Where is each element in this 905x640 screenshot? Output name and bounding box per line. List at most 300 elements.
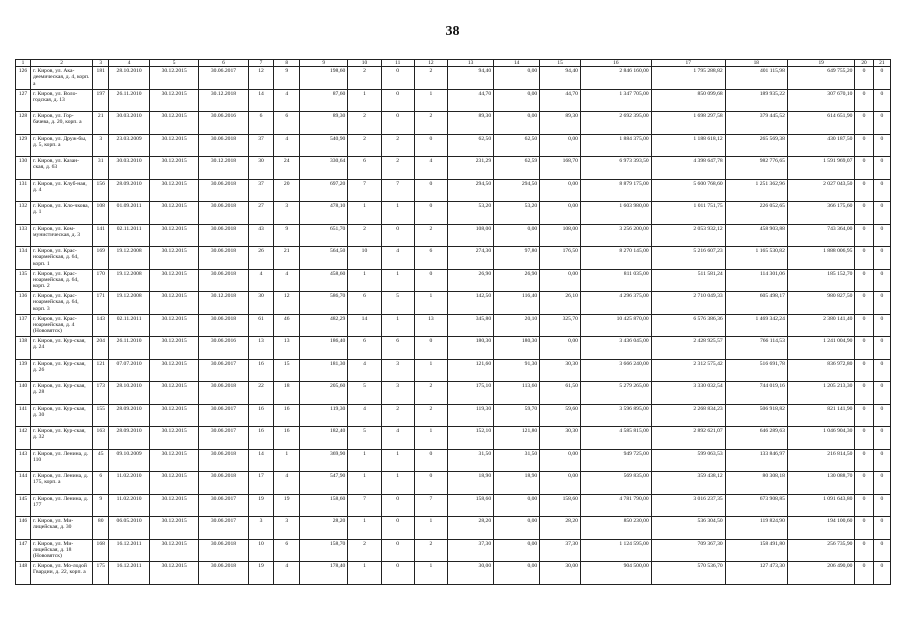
table-cell: 185 152,70: [787, 269, 855, 292]
table-cell: 26,10: [540, 292, 581, 315]
table-cell: 6: [348, 292, 381, 315]
table-cell: 30.12.2015: [150, 472, 199, 495]
table-cell: 46: [274, 314, 300, 337]
table-row: [16, 404, 891, 427]
table-cell: 0: [855, 449, 873, 472]
table-cell: 152,10: [448, 427, 494, 450]
table-cell: 127 473,30: [725, 562, 787, 585]
table-cell: 1 165 530,82: [725, 247, 787, 270]
table-cell: 651,70: [300, 224, 348, 247]
address-cell: г. Киров, ул. Кур-ская, д. 26: [31, 359, 93, 382]
table-cell: 30.12.2015: [150, 359, 199, 382]
table-cell: 108,00: [448, 224, 494, 247]
table-cell: 1 251 362,96: [725, 179, 787, 202]
table-cell: 119,30: [300, 404, 348, 427]
table-cell: 128: [16, 112, 31, 135]
table-cell: 0: [873, 269, 890, 292]
table-cell: 4: [414, 157, 447, 180]
table-cell: 564,50: [300, 247, 348, 270]
table-cell: 1 124 595,00: [580, 539, 651, 562]
table-cell: 1: [414, 427, 447, 450]
address-cell: г. Киров, ул. Ленина, д. 110: [31, 449, 93, 472]
table-cell: 30.06.2017: [199, 359, 248, 382]
table-cell: 21: [93, 112, 109, 135]
table-cell: 0: [873, 292, 890, 315]
table-row: [16, 539, 891, 562]
table-cell: 0: [855, 337, 873, 360]
table-cell: 18,90: [448, 472, 494, 495]
table-cell: 53,20: [448, 202, 494, 225]
table-cell: 16: [248, 427, 274, 450]
table-cell: 30.06.2018: [199, 539, 248, 562]
table-cell: 30: [248, 292, 274, 315]
table-row: [16, 247, 891, 270]
table-cell: 62,59: [494, 157, 540, 180]
table-cell: 1 011 751,75: [651, 202, 725, 225]
table-cell: 3 330 032,54: [651, 382, 725, 405]
table-cell: 146: [16, 517, 31, 540]
table-cell: 4: [381, 427, 414, 450]
table-cell: 401 115,98: [725, 67, 787, 90]
table-cell: 1 603 980,00: [580, 202, 651, 225]
table-cell: 30.06.2017: [199, 67, 248, 90]
table-cell: 1: [348, 449, 381, 472]
table-cell: 1 698 297,58: [651, 112, 725, 135]
table-cell: 2: [381, 404, 414, 427]
address-cell: г. Киров, ул. Кур-ская, д. 24: [31, 337, 93, 360]
table-cell: 30.12.2015: [150, 562, 199, 585]
table-cell: 3: [381, 359, 414, 382]
table-cell: 6 576 386,36: [651, 314, 725, 337]
table-row: [16, 337, 891, 360]
table-row: [16, 112, 891, 135]
table-cell: 0,00: [540, 269, 581, 292]
table-cell: 5: [381, 292, 414, 315]
table-cell: 113,60: [494, 382, 540, 405]
table-row: [16, 269, 891, 292]
table-cell: 9: [274, 67, 300, 90]
table-cell: 2: [414, 539, 447, 562]
table-cell: 134: [16, 247, 31, 270]
table-cell: 61,50: [540, 382, 581, 405]
table-cell: 26,90: [494, 269, 540, 292]
table-cell: 30.12.2015: [150, 224, 199, 247]
address-cell: г. Киров, ул. Гор-бачева, д. 20, корп. а: [31, 112, 93, 135]
table-cell: 62,50: [494, 134, 540, 157]
table-cell: 62,50: [448, 134, 494, 157]
table-cell: 180,30: [494, 337, 540, 360]
table-cell: 11.02.2010: [109, 494, 150, 517]
table-cell: 121,80: [494, 427, 540, 450]
table-cell: 0,00: [540, 202, 581, 225]
table-cell: 37,30: [448, 539, 494, 562]
table-row: [16, 157, 891, 180]
table-cell: 4: [274, 472, 300, 495]
table-cell: 30.06.2018: [199, 314, 248, 337]
table-cell: 197: [93, 89, 109, 112]
table-cell: 163: [93, 427, 109, 450]
table-cell: 108: [93, 202, 109, 225]
table-cell: 0,00: [494, 562, 540, 585]
table-cell: 30.06.2018: [199, 382, 248, 405]
table-cell: 30.12.2015: [150, 134, 199, 157]
table-cell: 30: [248, 157, 274, 180]
table-cell: 30.06.2017: [199, 404, 248, 427]
table-cell: 80: [93, 517, 109, 540]
table-cell: 2 428 925,57: [651, 337, 725, 360]
table-cell: 168: [93, 539, 109, 562]
table-cell: 904 500,00: [580, 562, 651, 585]
table-cell: 1 241 004,90: [787, 337, 855, 360]
column-number: 9: [300, 60, 348, 67]
table-cell: 850 230,00: [580, 517, 651, 540]
table-cell: 30.12.2015: [150, 494, 199, 517]
table-cell: 80 308,18: [725, 472, 787, 495]
table-cell: 142,50: [448, 292, 494, 315]
table-cell: 1: [348, 517, 381, 540]
table-cell: 673 908,85: [725, 494, 787, 517]
address-cell: г. Киров, ул. Крас-ноармейская, д. 4 (Нововятск): [31, 314, 93, 337]
table-cell: 4: [274, 89, 300, 112]
table-cell: 744 019,16: [725, 382, 787, 405]
table-cell: 30.06.2017: [199, 494, 248, 517]
table-cell: 0: [873, 314, 890, 337]
table-cell: 586,70: [300, 292, 348, 315]
table-cell: 0: [855, 314, 873, 337]
table-cell: 0: [873, 67, 890, 90]
table-cell: 0: [381, 224, 414, 247]
table-cell: 850 099,68: [651, 89, 725, 112]
table-cell: 148: [16, 562, 31, 585]
table-cell: 116,40: [494, 292, 540, 315]
table-cell: 330,64: [300, 157, 348, 180]
table-cell: 121: [93, 359, 109, 382]
table-cell: 30.06.2018: [199, 134, 248, 157]
table-cell: 205,60: [300, 382, 348, 405]
table-cell: 0,00: [494, 539, 540, 562]
table-cell: 06.05.2010: [109, 517, 150, 540]
table-cell: 30.12.2015: [150, 382, 199, 405]
table-cell: 142: [16, 427, 31, 450]
table-cell: 170: [93, 269, 109, 292]
address-cell: г. Киров, ул. Ми-лицейская, д. 18 (Нововятск): [31, 539, 93, 562]
table-cell: 0: [873, 112, 890, 135]
table-cell: 37: [248, 179, 274, 202]
table-cell: 30.12.2018: [199, 89, 248, 112]
table-cell: 44,70: [448, 89, 494, 112]
table-cell: 1: [348, 562, 381, 585]
table-cell: 16.12.2011: [109, 562, 150, 585]
table-cell: 30.12.2015: [150, 157, 199, 180]
address-cell: г. Киров, ул. Клуб-ная, д. 4: [31, 179, 93, 202]
column-number: 10: [348, 60, 381, 67]
table-cell: 30.12.2015: [150, 247, 199, 270]
table-cell: 4 585 815,00: [580, 427, 651, 450]
table-cell: 0: [855, 134, 873, 157]
table-cell: 30.06.2018: [199, 247, 248, 270]
table-cell: 13: [248, 337, 274, 360]
table-cell: 0,00: [494, 89, 540, 112]
table-cell: 127: [16, 89, 31, 112]
column-number: 3: [93, 60, 109, 67]
table-cell: 16: [248, 359, 274, 382]
table-cell: 2: [348, 112, 381, 135]
table-cell: 30.06.2017: [199, 427, 248, 450]
table-cell: 646 289,63: [725, 427, 787, 450]
table-cell: 21: [274, 247, 300, 270]
table-cell: 10: [248, 539, 274, 562]
table-cell: 982 776,65: [725, 157, 787, 180]
table-cell: 2: [348, 134, 381, 157]
table-cell: 119 824,90: [725, 517, 787, 540]
table-cell: 145: [16, 494, 31, 517]
column-number: 14: [494, 60, 540, 67]
table-cell: 30.12.2015: [150, 539, 199, 562]
table-cell: 135: [16, 269, 31, 292]
table-cell: 59,70: [494, 404, 540, 427]
table-cell: 2 027 043,50: [787, 179, 855, 202]
table-cell: 30.12.2015: [150, 449, 199, 472]
table-cell: 10: [348, 247, 381, 270]
table-row: [16, 517, 891, 540]
table-cell: 0: [873, 202, 890, 225]
table-cell: 3 666 240,00: [580, 359, 651, 382]
table-cell: 133: [16, 224, 31, 247]
table-cell: 176,50: [540, 247, 581, 270]
table-cell: 2: [348, 67, 381, 90]
table-cell: 2 312 575,42: [651, 359, 725, 382]
table-cell: 2: [414, 67, 447, 90]
table-cell: 1: [381, 314, 414, 337]
table-cell: 1: [414, 562, 447, 585]
table-cell: 28,20: [540, 517, 581, 540]
table-cell: 94,40: [448, 67, 494, 90]
table-cell: 28.09.2010: [109, 427, 150, 450]
address-cell: г. Киров, ул. Ленина, д. 177: [31, 494, 93, 517]
table-cell: 1: [414, 517, 447, 540]
address-cell: г. Киров, ул. Кур-ская, д. 30: [31, 404, 93, 427]
table-cell: 274,30: [448, 247, 494, 270]
table-cell: 30.12.2015: [150, 337, 199, 360]
header-row: [16, 60, 891, 67]
table-cell: 9: [274, 224, 300, 247]
table-cell: 31: [93, 157, 109, 180]
table-cell: 61: [248, 314, 274, 337]
table-cell: 171: [93, 292, 109, 315]
table-cell: 3: [93, 134, 109, 157]
table-cell: 458,60: [300, 269, 348, 292]
address-cell: г. Киров, ул. Друж-бы, д. 5, корп. а: [31, 134, 93, 157]
table-cell: 0: [855, 292, 873, 315]
table-cell: 126: [16, 67, 31, 90]
table-cell: 30,30: [540, 359, 581, 382]
table-cell: 37,30: [540, 539, 581, 562]
table-cell: 369,90: [300, 449, 348, 472]
table-cell: 59,60: [540, 404, 581, 427]
table-cell: 30.12.2015: [150, 202, 199, 225]
table-cell: 30,00: [448, 562, 494, 585]
table-cell: 18: [274, 382, 300, 405]
table-cell: 0: [855, 562, 873, 585]
table-cell: 37: [248, 134, 274, 157]
table-cell: 194 100,60: [787, 517, 855, 540]
table-cell: 28.09.2010: [109, 404, 150, 427]
table-cell: 119,30: [448, 404, 494, 427]
table-cell: 3: [381, 382, 414, 405]
column-number: 2: [31, 60, 93, 67]
table-cell: 143: [16, 449, 31, 472]
table-cell: 2 846 160,00: [580, 67, 651, 90]
table-cell: 9: [93, 494, 109, 517]
table-cell: 570 536,70: [651, 562, 725, 585]
table-cell: 307 670,10: [787, 89, 855, 112]
table-cell: 01.09.2011: [109, 202, 150, 225]
table-cell: 02.11.2011: [109, 314, 150, 337]
table-cell: 5 279 265,00: [580, 382, 651, 405]
table-cell: 949 725,00: [580, 449, 651, 472]
table-cell: 155: [93, 404, 109, 427]
table-cell: 1: [381, 472, 414, 495]
table-cell: 6: [348, 157, 381, 180]
table-cell: 20,10: [494, 314, 540, 337]
table-cell: 11.02.2010: [109, 472, 150, 495]
table-cell: 4: [274, 269, 300, 292]
table-cell: 53,20: [494, 202, 540, 225]
table-cell: 7: [348, 179, 381, 202]
table-cell: 547,90: [300, 472, 348, 495]
table-cell: 4: [381, 247, 414, 270]
table-cell: 6: [274, 112, 300, 135]
table-cell: 4: [274, 562, 300, 585]
table-row: [16, 224, 891, 247]
table-cell: 204: [93, 337, 109, 360]
table-cell: 30.06.2016: [199, 112, 248, 135]
table-cell: 3 596 895,00: [580, 404, 651, 427]
table-cell: 0: [855, 202, 873, 225]
table-cell: 43: [248, 224, 274, 247]
table-row: [16, 89, 891, 112]
table-cell: 28.10.2010: [109, 67, 150, 90]
table-row: [16, 472, 891, 495]
table-cell: 24: [274, 157, 300, 180]
table-cell: 30.06.2018: [199, 269, 248, 292]
table-cell: 430 187,50: [787, 134, 855, 157]
table-cell: 649 755,20: [787, 67, 855, 90]
column-number: 16: [580, 60, 651, 67]
table-cell: 130 088,70: [787, 472, 855, 495]
table-row: [16, 134, 891, 157]
address-cell: г. Киров, ул. Крас-ноармейская, д. 64, корп. 2: [31, 269, 93, 292]
table-cell: 366 175,60: [787, 202, 855, 225]
table-cell: 0: [873, 359, 890, 382]
address-cell: г. Киров, ул. Ком-мунистическая, д. 3: [31, 224, 93, 247]
column-number: 20: [855, 60, 873, 67]
table-cell: 0: [855, 404, 873, 427]
table-cell: 158,60: [540, 494, 581, 517]
table-cell: 0: [414, 179, 447, 202]
table-cell: 30.06.2018: [199, 562, 248, 585]
table-cell: 1: [348, 472, 381, 495]
table-cell: 5: [348, 427, 381, 450]
table-cell: 1: [348, 269, 381, 292]
table-cell: 26.11.2010: [109, 337, 150, 360]
table-cell: 6: [381, 337, 414, 360]
table-cell: 30.12.2015: [150, 269, 199, 292]
table-cell: 45: [93, 449, 109, 472]
table-cell: 0,00: [540, 179, 581, 202]
table-cell: 19.12.2008: [109, 247, 150, 270]
table-cell: 19: [248, 494, 274, 517]
table-cell: 2: [381, 157, 414, 180]
table-cell: 94,40: [540, 67, 581, 90]
table-cell: 87,60: [300, 89, 348, 112]
table-cell: 114 301,06: [725, 269, 787, 292]
table-cell: 0: [873, 134, 890, 157]
column-number: 6: [199, 60, 248, 67]
table-cell: 16: [274, 404, 300, 427]
table-cell: 0: [873, 539, 890, 562]
table-cell: 2: [414, 224, 447, 247]
table-cell: 3 436 045,00: [580, 337, 651, 360]
table-cell: 144: [16, 472, 31, 495]
table-cell: 4: [348, 404, 381, 427]
table-cell: 0,00: [540, 449, 581, 472]
table-cell: 0,00: [494, 517, 540, 540]
table-cell: 4: [348, 359, 381, 382]
table-cell: 0: [381, 494, 414, 517]
table-cell: 980 827,50: [787, 292, 855, 315]
table-cell: 821 141,90: [787, 404, 855, 427]
address-cell: г. Киров, ул. Крас-ноармейская, д. 64, корп. 1: [31, 247, 93, 270]
table-cell: 13: [274, 337, 300, 360]
table-cell: 0: [414, 337, 447, 360]
address-cell: г. Киров, ул. Кур-ская, д. 28: [31, 382, 93, 405]
table-cell: 743 364,00: [787, 224, 855, 247]
table-cell: 0: [855, 494, 873, 517]
table-cell: 30.06.2018: [199, 449, 248, 472]
table-cell: 516 691,78: [725, 359, 787, 382]
table-row: [16, 449, 891, 472]
table-cell: 18,90: [494, 472, 540, 495]
address-cell: г. Киров, ул. Казан-ская, д. 63: [31, 157, 93, 180]
table-cell: 13: [414, 314, 447, 337]
table-cell: 10 425 870,00: [580, 314, 651, 337]
table-row: [16, 314, 891, 337]
table-cell: 175: [93, 562, 109, 585]
table-cell: 30.06.2018: [199, 179, 248, 202]
table-cell: 0: [414, 134, 447, 157]
table-cell: 599 063,53: [651, 449, 725, 472]
table-cell: 0: [381, 562, 414, 585]
resettlement-table: [15, 59, 891, 585]
table-cell: 6: [414, 247, 447, 270]
table-cell: 0: [855, 112, 873, 135]
table-cell: 2: [414, 382, 447, 405]
table-row: [16, 494, 891, 517]
address-cell: г. Киров, ул. Ака-деемическая, д. 4, корп. а: [31, 67, 93, 90]
table-cell: 0,00: [494, 494, 540, 517]
table-cell: 1 884 375,00: [580, 134, 651, 157]
table-cell: 0,00: [540, 337, 581, 360]
table-cell: 569 835,00: [580, 472, 651, 495]
table-cell: 28.09.2010: [109, 179, 150, 202]
table-cell: 140: [16, 382, 31, 405]
table-cell: 4: [274, 134, 300, 157]
table-cell: 0: [855, 517, 873, 540]
address-cell: г. Киров, ул. Мо-лодой Гвардии, д. 22, корп. а: [31, 562, 93, 585]
table-cell: 07.07.2010: [109, 359, 150, 382]
column-number: 19: [787, 60, 855, 67]
